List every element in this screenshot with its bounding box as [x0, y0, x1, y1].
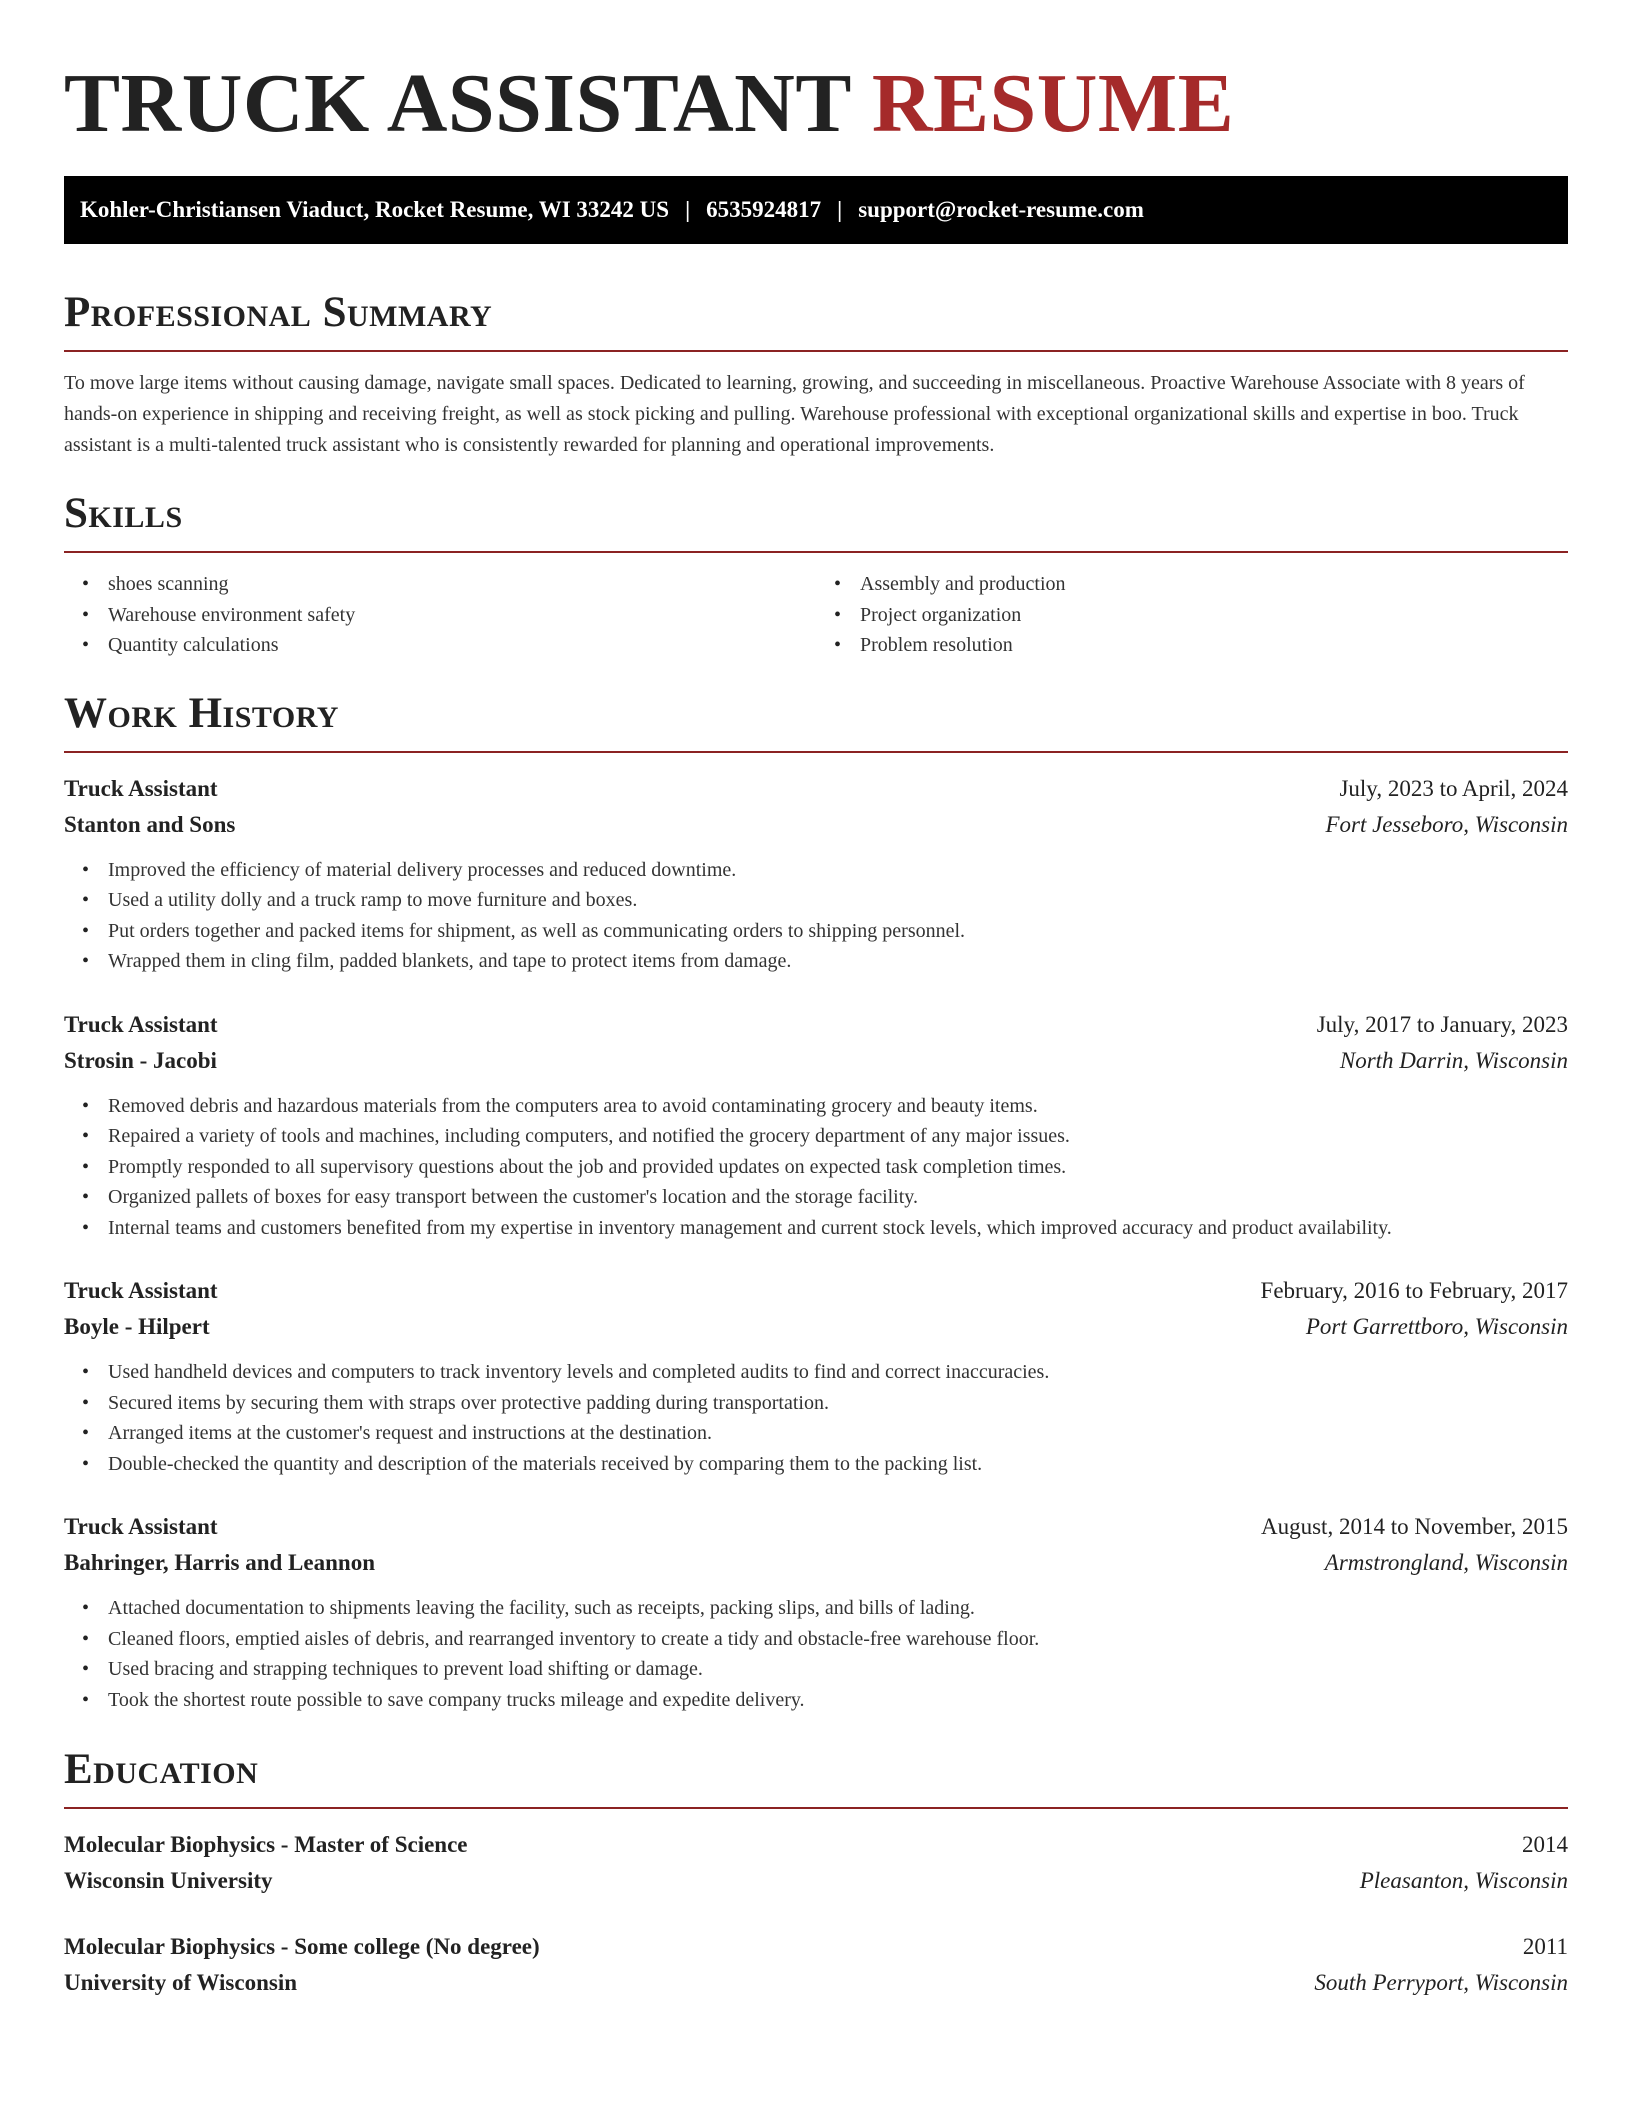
title-accent: RESUME — [871, 57, 1235, 150]
job-bullets — [64, 1357, 1568, 1479]
job-location: Fort Jesseboro, Wisconsin — [1325, 811, 1568, 837]
job-company-row — [64, 1545, 1568, 1581]
job-header-row — [64, 1007, 1568, 1043]
skill-item: • Assembly and production — [860, 569, 1568, 600]
education-degree: Molecular Biophysics - Some college (No degree) — [64, 1934, 540, 1959]
job-location: Port Garrettboro, Wisconsin — [1305, 1314, 1568, 1339]
job-bullet: • Cleaned floors, emptied aisles of debris, and rearranged inventory to create a tidy and obstacle-free warehouse floor. — [108, 1624, 1568, 1655]
job-dates: August, 2014 to November, 2015 — [1261, 1514, 1568, 1539]
job-company: Boyle - Hilpert — [64, 1314, 210, 1339]
education-location: South Perryport, Wisconsin — [1314, 1970, 1568, 1995]
skills-list — [64, 569, 1568, 661]
job-company: Strosin - Jacobi — [64, 1047, 217, 1073]
education-heading: Education — [64, 1745, 1568, 1809]
job-company-row — [64, 1309, 1568, 1345]
resume-title — [64, 56, 1568, 152]
job-bullets — [64, 1593, 1568, 1715]
job-bullet: • Used a utility dolly and a truck ramp to move furniture and boxes. — [108, 885, 1568, 916]
skill-item: • Project organization — [860, 600, 1568, 631]
skill-item: • Warehouse environment safety — [108, 600, 816, 631]
education-school-row — [64, 1863, 1568, 1899]
education-school-row — [64, 1965, 1568, 2001]
education-entry — [64, 1827, 1568, 1899]
title-main: TRUCK ASSISTANT — [64, 57, 851, 150]
job-title: Truck Assistant — [64, 1514, 218, 1539]
job-dates: July, 2017 to January, 2023 — [1316, 1011, 1568, 1037]
job-bullet: • Put orders together and packed items for shipment, as well as communicating orders to shipping personnel. — [108, 916, 1568, 947]
contact-bar — [64, 176, 1568, 244]
contact-email: support@rocket-resume.com — [858, 197, 1144, 222]
job-bullet: • Double-checked the quantity and description of the materials received by comparing them to the packing list. — [108, 1449, 1568, 1480]
education-school: University of Wisconsin — [64, 1970, 298, 1995]
education-year: 2014 — [1522, 1832, 1568, 1857]
skill-item: • shoes scanning — [108, 569, 816, 600]
job-location: Armstrongland, Wisconsin — [1324, 1550, 1568, 1575]
contact-address: Kohler-Christiansen Viaduct, Rocket Resume, WI 33242 US — [80, 197, 670, 222]
skills-column-right — [816, 569, 1568, 661]
job-header-row — [64, 1509, 1568, 1545]
job-location: North Darrin, Wisconsin — [1339, 1047, 1568, 1073]
job-entry — [64, 771, 1568, 977]
job-bullet: • Used handheld devices and computers to track inventory levels and completed audits to find and correct inaccuracies. — [108, 1357, 1568, 1388]
job-bullet: • Repaired a variety of tools and machines, including computers, and notified the grocery department of any major issues. — [108, 1121, 1568, 1152]
job-bullet: • Took the shortest route possible to save company trucks mileage and expedite delivery. — [108, 1685, 1568, 1716]
skill-item: • Quantity calculations — [108, 630, 816, 661]
job-bullet: • Promptly responded to all supervisory questions about the job and provided updates on expected task completion times. — [108, 1152, 1568, 1183]
work-history-heading: Work History — [64, 689, 1568, 753]
job-company-row — [64, 1043, 1568, 1079]
skill-item: • Problem resolution — [860, 630, 1568, 661]
job-bullet: • Organized pallets of boxes for easy transport between the customer's location and the storage facility. — [108, 1182, 1568, 1213]
education-location: Pleasanton, Wisconsin — [1359, 1868, 1568, 1893]
education-entry — [64, 1929, 1568, 2001]
resume-page — [64, 0, 1568, 2001]
job-entry — [64, 1273, 1568, 1479]
job-company: Bahringer, Harris and Leannon — [64, 1550, 375, 1575]
job-bullet: • Internal teams and customers benefited from my expertise in inventory management and current stock levels, which improved accuracy and product availability. — [108, 1213, 1568, 1244]
job-dates: February, 2016 to February, 2017 — [1260, 1278, 1568, 1303]
job-title: Truck Assistant — [64, 1278, 218, 1303]
job-company-row — [64, 807, 1568, 843]
job-title: Truck Assistant — [64, 775, 218, 801]
contact-separator: | — [837, 197, 843, 222]
summary-text: To move large items without causing damage, navigate small spaces. Dedicated to learning, growing, and succeeding in miscellaneous. Proactive Warehouse Associate with 8 years of hands-on experience in shipping and receiving freight, as well as stock picking and pulling. Warehouse professional with exceptional organizational skills and expertise in boo. Truck assistant is a multi-talented truck assistant who is consistently rewarded for planning and operational improvements. — [64, 372, 1525, 456]
job-bullet: • Arranged items at the customer's request and instructions at the destination. — [108, 1418, 1568, 1449]
job-entry — [64, 1007, 1568, 1244]
job-entry — [64, 1509, 1568, 1715]
contact-phone: 6535924817 — [706, 197, 822, 222]
job-bullet: • Secured items by securing them with straps over protective padding during transportation. — [108, 1388, 1568, 1419]
education-header-row — [64, 1827, 1568, 1863]
skills-column-left — [64, 569, 816, 661]
job-bullet: • Removed debris and hazardous materials from the computers area to avoid contaminating grocery and beauty items. — [108, 1091, 1568, 1122]
job-bullet: • Wrapped them in cling film, padded blankets, and tape to protect items from damage. — [108, 946, 1568, 977]
education-degree: Molecular Biophysics - Master of Science — [64, 1832, 468, 1857]
job-title: Truck Assistant — [64, 1011, 218, 1037]
job-header-row — [64, 1273, 1568, 1309]
job-bullet: • Improved the efficiency of material delivery processes and reduced downtime. — [108, 855, 1568, 886]
skills-heading: Skills — [64, 489, 1568, 553]
job-header-row — [64, 771, 1568, 807]
summary-heading: Professional Summary — [64, 288, 1568, 352]
education-year: 2011 — [1522, 1934, 1568, 1959]
job-bullet: • Used bracing and strapping techniques to prevent load shifting or damage. — [108, 1654, 1568, 1685]
job-dates: July, 2023 to April, 2024 — [1339, 775, 1568, 801]
job-bullet: • Attached documentation to shipments leaving the facility, such as receipts, packing slips, and bills of lading. — [108, 1593, 1568, 1624]
job-bullets — [64, 855, 1568, 977]
job-company: Stanton and Sons — [64, 811, 236, 837]
education-school: Wisconsin University — [64, 1868, 273, 1893]
job-bullets — [64, 1091, 1568, 1244]
education-header-row — [64, 1929, 1568, 1965]
contact-separator: | — [685, 197, 691, 222]
